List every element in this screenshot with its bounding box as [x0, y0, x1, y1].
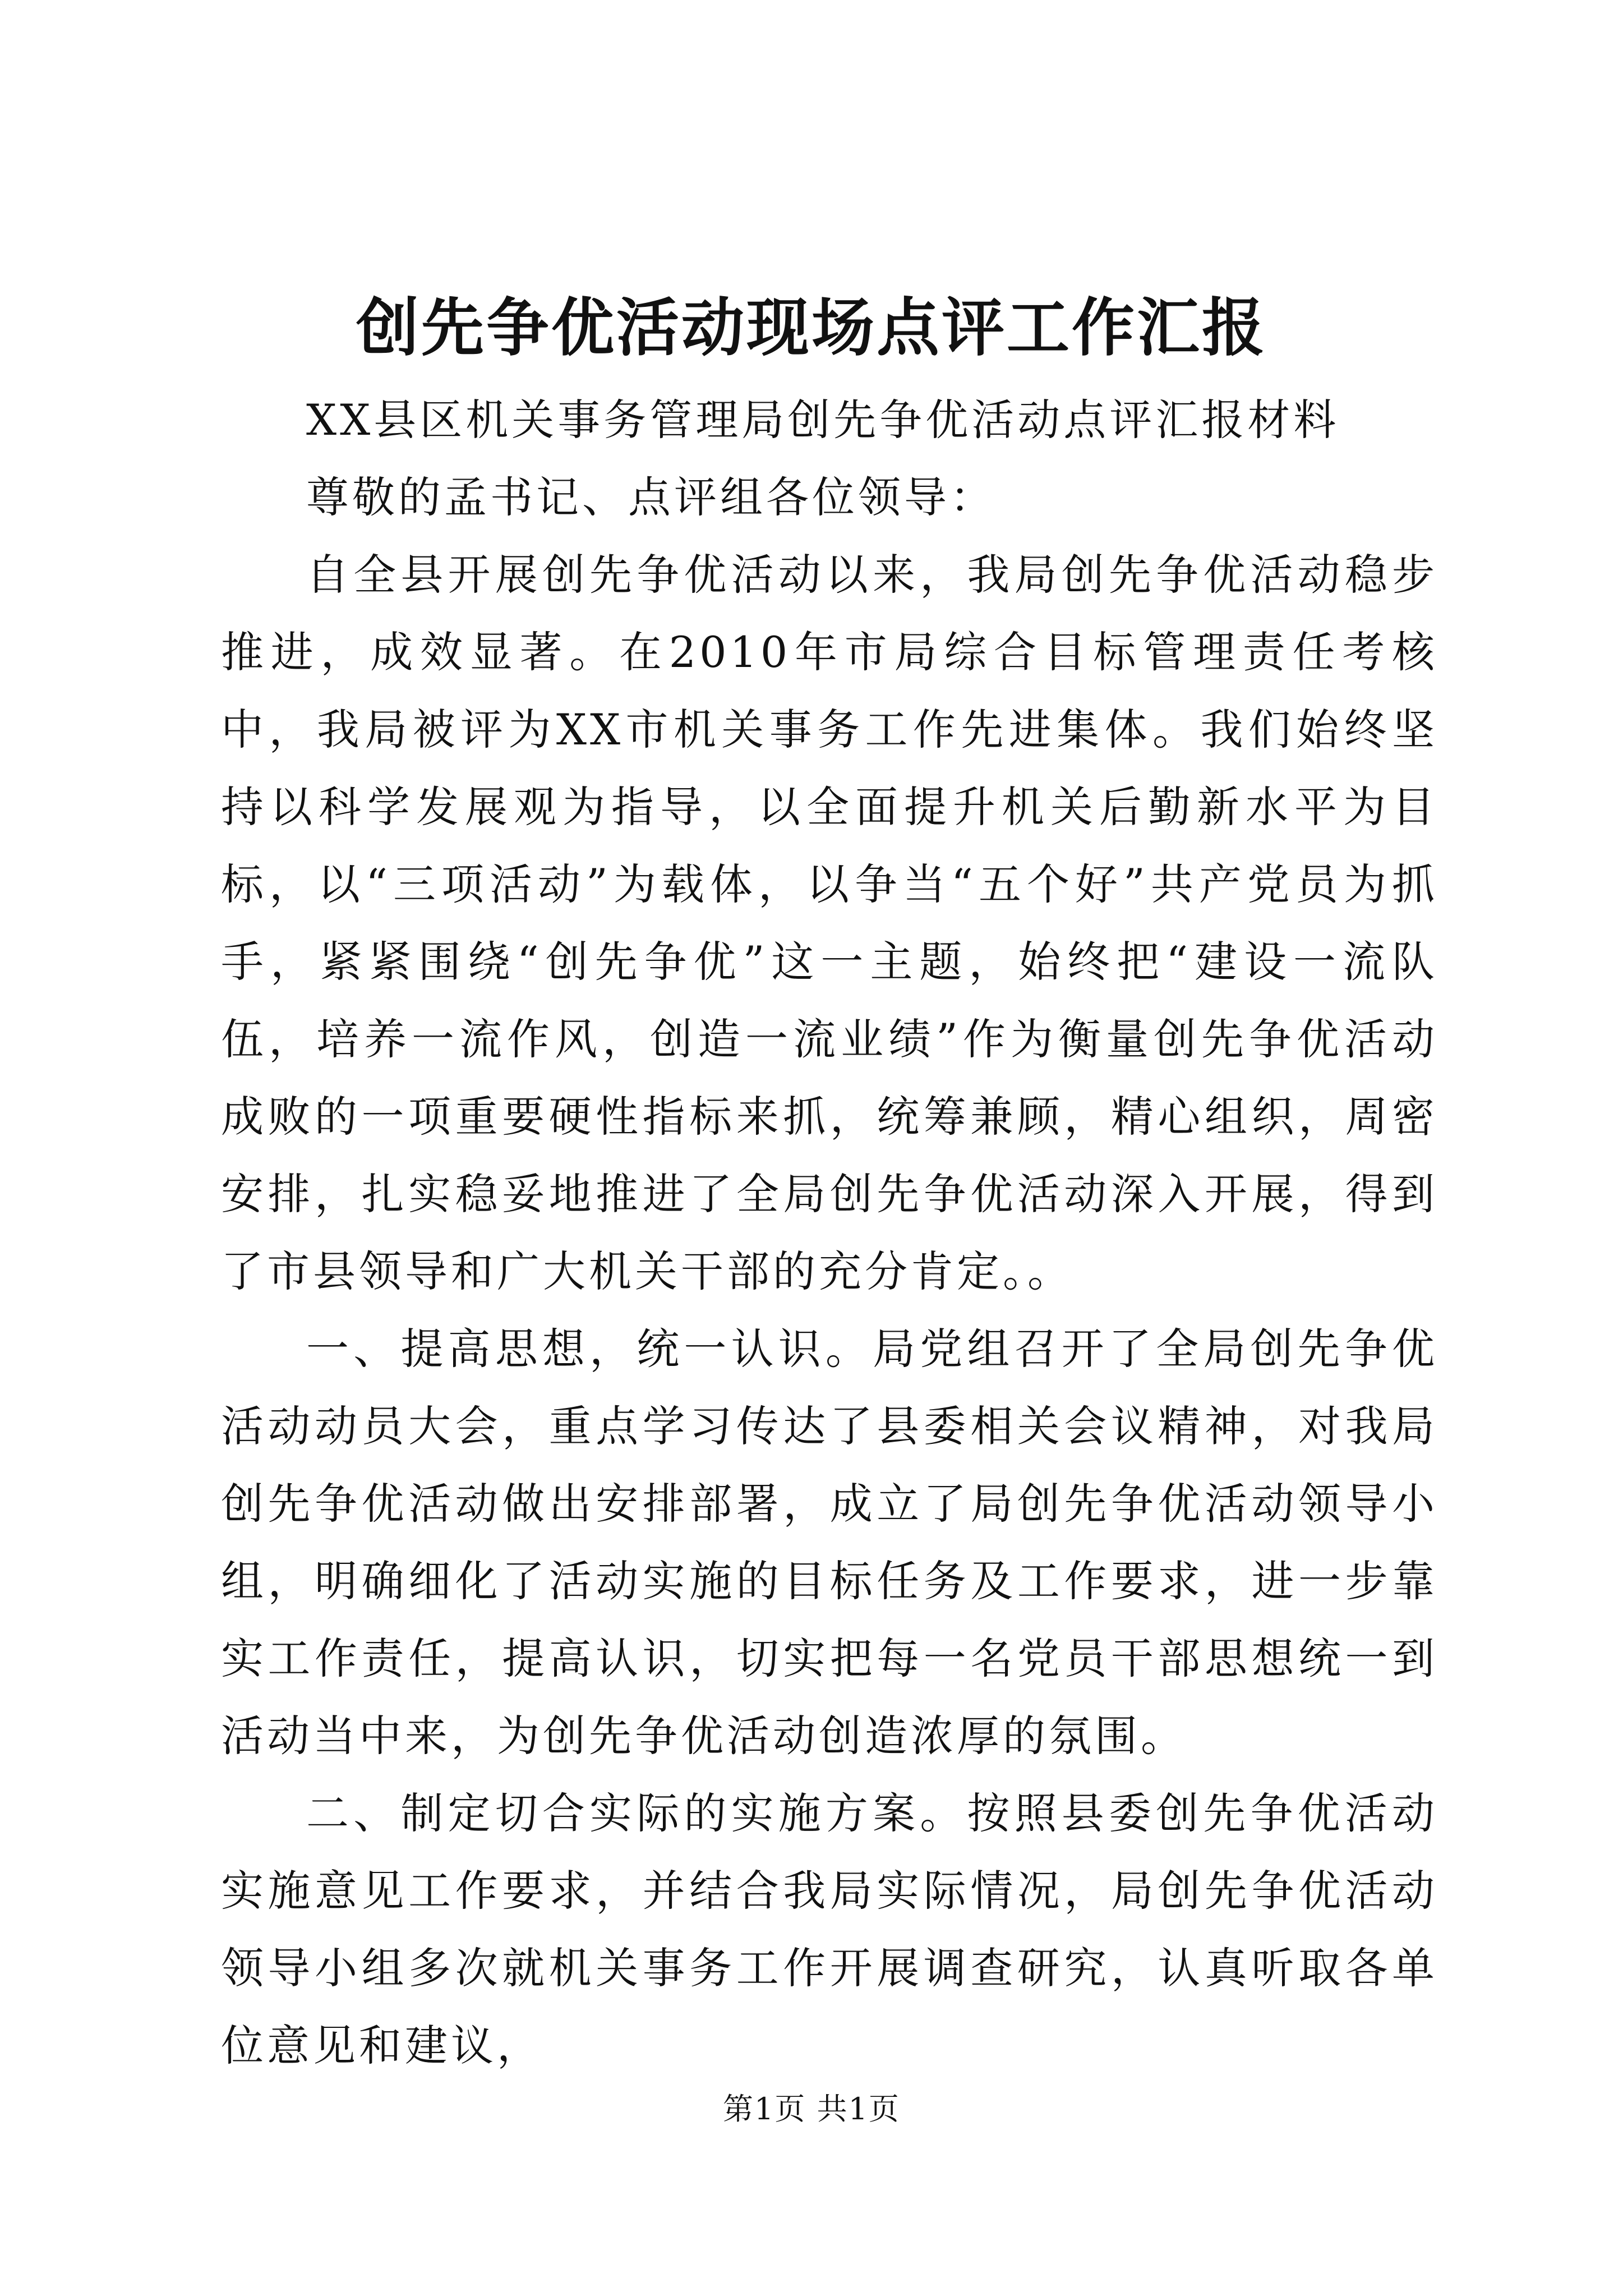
section-one-paragraph: 一、提高思想，统一认识。局党组召开了全局创先争优活动动员大会，重点学习传达了县委相关会议精神，对我局创先争优活动做出安排部署，成立了局创先争优活动领导小组，明确细化了活动实施的目标任务及工作要求，进一步靠实工作责任，提高认识，切实把每一名党员干部思想统一到活动当中来，为创先争优活动创造浓厚的氛围。	[221, 1324, 1438, 1761]
section-two-paragraph: 二、制定切合实际的实施方案。按照县委创先争优活动实施意见工作要求，并结合我局实际情况，局创先争优活动领导小组多次就机关事务工作开展调查研究，认真听取各单位意见和建议，	[221, 1788, 1438, 2070]
intro-paragraph: 自全县开展创先争优活动以来，我局创先争优活动稳步推进，成效显著。在2010年市局综合目标管理责任考核中，我局被评为XX市机关事务工作先进集体。我们始终坚持以科学发展观为指导，以全面提升机关后勤新水平为目标，以“三项活动”为载体，以争当“五个好”共产党员为抓手，紧紧围绕“创先争优”这一主题，始终把“建设一流队伍，培养一流作风，创造一流业绩”作为衡量创先争优活动成败的一项重要硬性指标来抓，统筹兼顾，精心组织，周密安排，扎实稳妥地推进了全局创先争优活动深入开展，得到了市县领导和广大机关干部的充分肯定。。	[221, 550, 1438, 1296]
salutation-paragraph: 尊敬的孟书记、点评组各位领导：	[306, 472, 996, 522]
document-title: 创先争优活动现场点评工作汇报	[356, 291, 1267, 365]
page-footer: 第1页 共1页	[723, 2091, 900, 2127]
subtitle-paragraph: XX县区机关事务管理局创先争优活动点评汇报材料	[306, 395, 1340, 445]
document-body	[221, 381, 1438, 2085]
